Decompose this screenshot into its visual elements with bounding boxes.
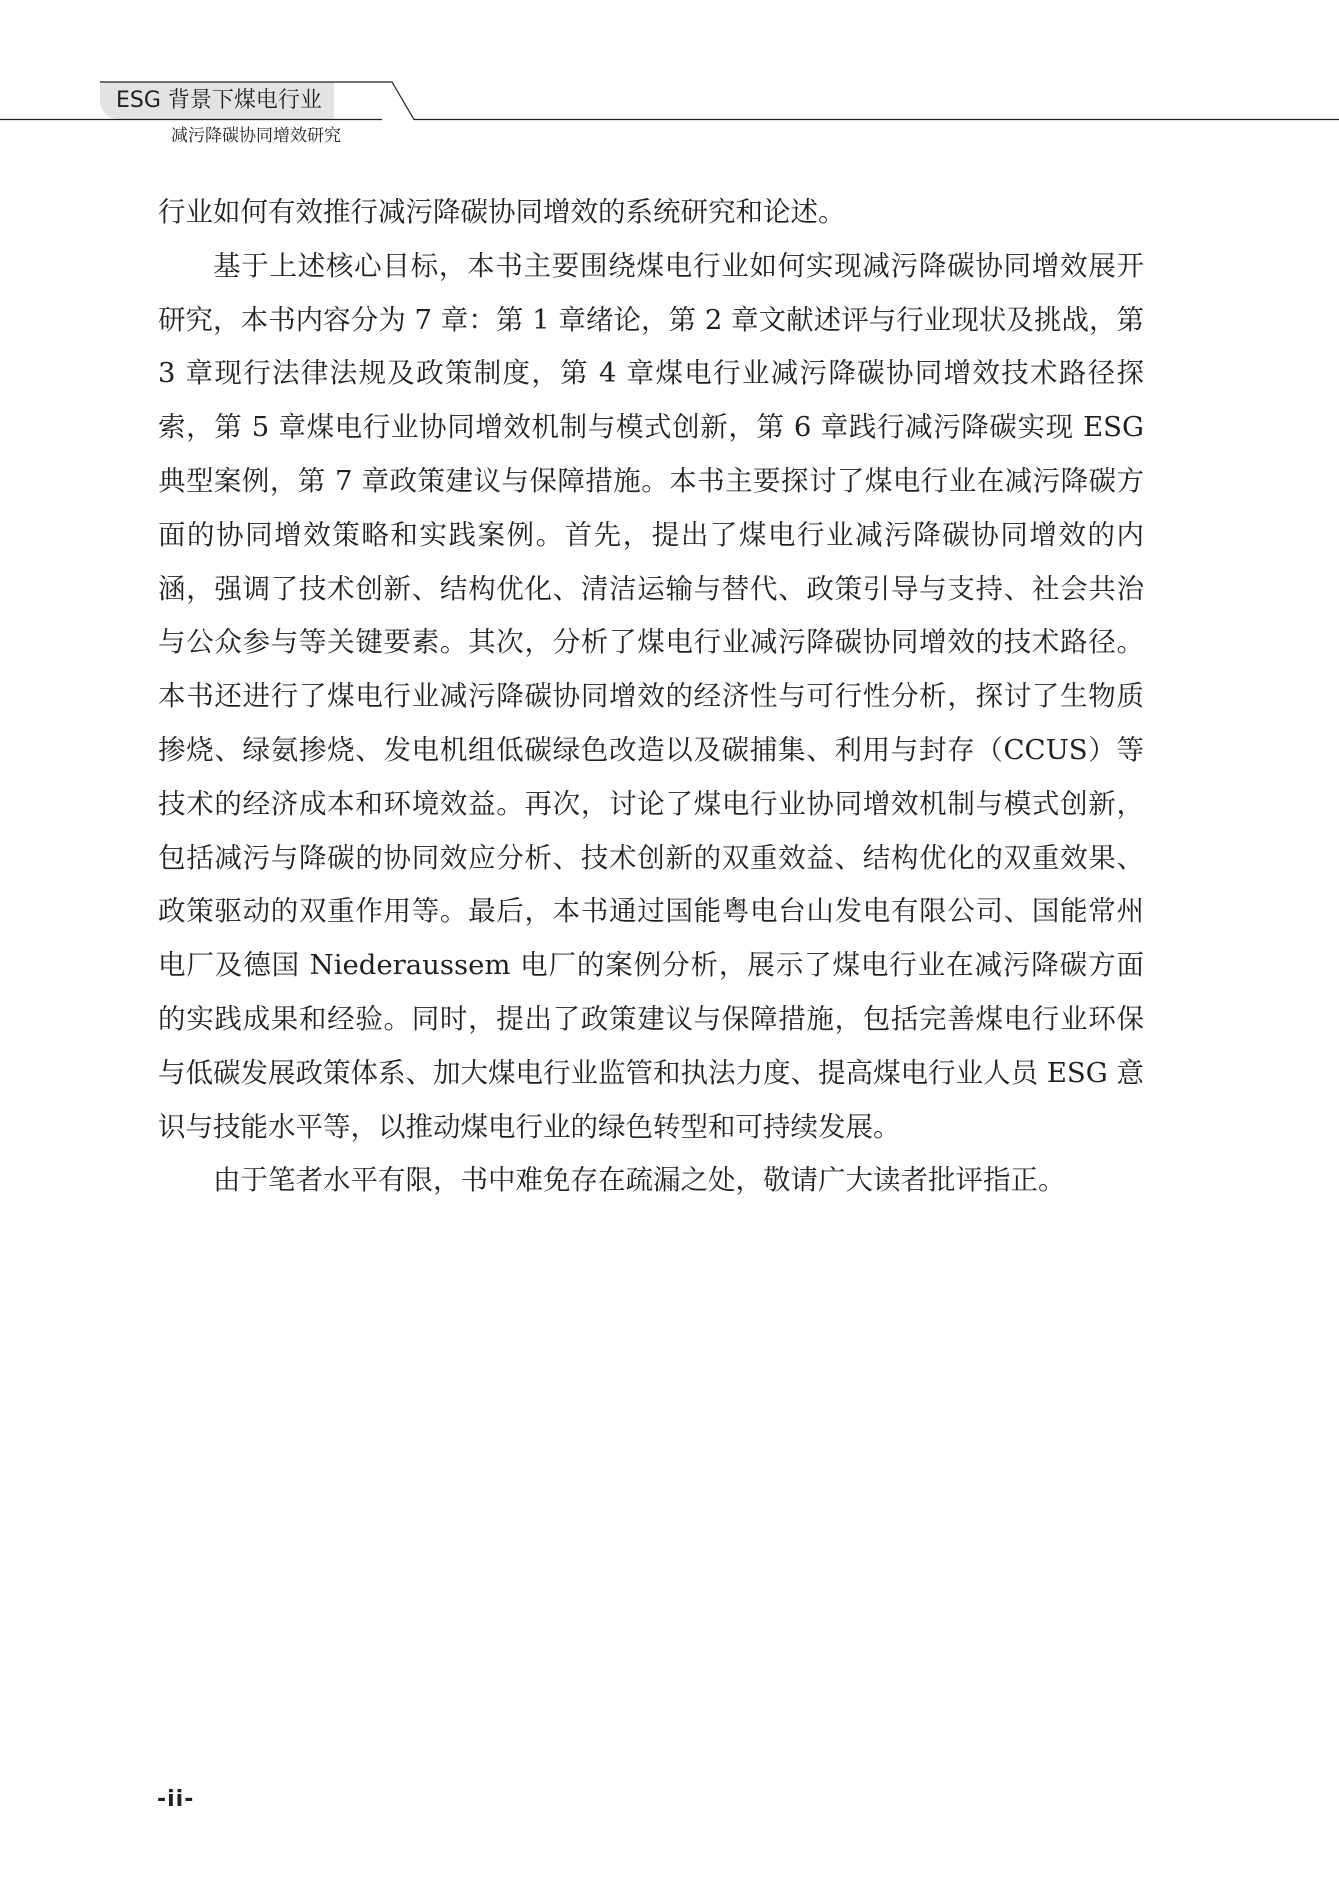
page-number: -ii- bbox=[157, 1787, 195, 1812]
running-header-title: ESG 背景下煤电行业 bbox=[116, 88, 322, 113]
paragraph-summary: 基于上述核心目标，本书主要围绕煤电行业如何实现减污降碳协同增效展开研究，本书内容分为 7 章：第 1 章绪论，第 2 章文献述评与行业现状及挑战，第 3 章现行法律法规及政策制度，第 4 章煤电行业减污降碳协同增效技术路径探索，第 5 章煤电行业协同增效机制与模式创新，第 6 章践行减污降碳实现 ESG 典型案例，第 7 章政策建议与保障措施。本书主要探讨了煤电行业在减污降碳方面的协同增效策略和实践案例。首先，提出了煤电行业减污降碳协同增效的内涵，强调了技术创新、结构优化、清洁运输与替代、政策引导与支持、社会共治与公众参与等关键要素。其次，分析了煤电行业减污降碳协同增效的技术路径。本书还进行了煤电行业减污降碳协同增效的经济性与可行性分析，探讨了生物质掺烧、绿氨掺烧、发电机组低碳绿色改造以及碳捕集、利用与封存（CCUS）等技术的经济成本和环境效益。再次，讨论了煤电行业协同增效机制与模式创新，包括减污与降碳的协同效应分析、技术创新的双重效益、结构优化的双重效果、政策驱动的双重作用等。最后，本书通过国能粤电台山发电有限公司、国能常州电厂及德国 Niederaussem 电厂的案例分析，展示了煤电行业在减污降碳方面的实践成果和经验。同时，提出了政策建议与保障措施，包括完善煤电行业环保与低碳发展政策体系、加大煤电行业监管和执法力度、提高煤电行业人员 ESG 意识与技能水平等，以推动煤电行业的绿色转型和可持续发展。 bbox=[158, 249, 1144, 1143]
paragraph-closing: 由于笔者水平有限，书中难免存在疏漏之处，敬请广大读者批评指正。 bbox=[213, 1164, 1066, 1197]
main-text bbox=[158, 186, 1144, 1208]
paragraph-continuation: 行业如何有效推行减污降碳协同增效的系统研究和论述。 bbox=[158, 196, 846, 228]
running-header-subtitle: 减污降碳协同增效研究 bbox=[171, 126, 341, 146]
